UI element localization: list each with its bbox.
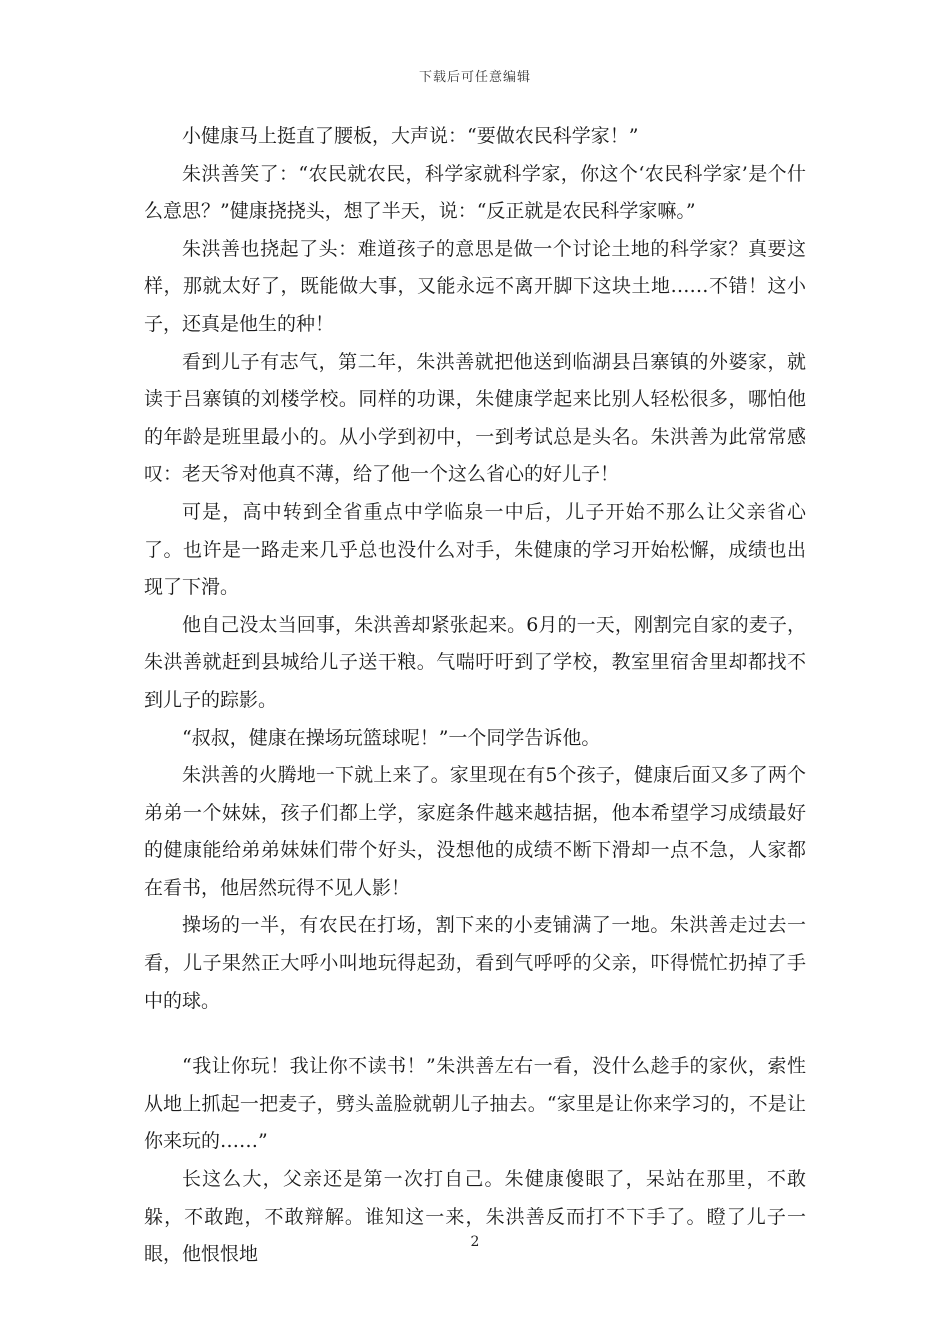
- paragraph: “我让你玩！我让你不读书！”朱洪善左右一看，没什么趁手的家伙，索性从地上抓起一把麦子，劈头盖脸就朝儿子抽去。“家里是让你来学习的，不是让你来玩的……”: [144, 1055, 806, 1153]
- paragraph: 朱洪善笑了：“农民就农民，科学家就科学家，你这个‘农民科学家’是个什么意思？”健康挠挠头，想了半天，说：“反正就是农民科学家嘛。”: [144, 162, 806, 223]
- paragraph: 长这么大，父亲还是第一次打自己。朱健康傻眼了，呆站在那里，不敢躲，不敢跑，不敢辩解。谁知这一来，朱洪善反而打不下手了。瞪了儿子一眼，他恨恨地: [144, 1168, 806, 1266]
- document-body: [144, 118, 806, 1274]
- paragraph: 朱洪善的火腾地一下就上来了。家里现在有5个孩子，健康后面又多了两个弟弟一个妹妹，孩子们都上学，家庭条件越来越拮据，他本希望学习成绩最好的健康能给弟弟妹妹们带个好头，没想他的成绩不断下滑却一点不急，人家都在看书，他居然玩得不见人影！: [144, 764, 806, 899]
- paragraph: 他自己没太当回事，朱洪善却紧张起来。6月的一天，刚割完自家的麦子，朱洪善就赶到县城给儿子送干粮。气喘吁吁到了学校，教室里宿舍里却都找不到儿子的踪影。: [144, 613, 806, 711]
- paragraph: 朱洪善也挠起了头：难道孩子的意思是做一个讨论土地的科学家？真要这样，那就太好了，既能做大事，又能永远不离开脚下这块土地……不错！这小子，还真是他生的种！: [144, 237, 806, 335]
- paragraph: 操场的一半，有农民在打场，割下来的小麦铺满了一地。朱洪善走过去一看，儿子果然正大呼小叫地玩得起劲，看到气呼呼的父亲，吓得慌忙扔掉了手中的球。: [144, 914, 806, 1012]
- paragraph: 可是，高中转到全省重点中学临泉一中后，儿子开始不那么让父亲省心了。也许是一路走来几乎总也没什么对手，朱健康的学习开始松懈，成绩也出现了下滑。: [144, 500, 806, 599]
- paragraph: “叔叔，健康在操场玩篮球呢！”一个同学告诉他。: [182, 726, 601, 749]
- page-header: 下载后可任意编辑: [418, 70, 531, 85]
- paragraph: 小健康马上挺直了腰板，大声说：“要做农民科学家！”: [182, 125, 639, 147]
- page-number: 2: [470, 1234, 480, 1250]
- paragraph: 看到儿子有志气，第二年，朱洪善就把他送到临湖县吕寨镇的外婆家，就读于吕寨镇的刘楼学校。同样的功课，朱健康学起来比别人轻松很多，哪怕他的年龄是班里最小的。从小学到初中，一到考试总是头名。朱洪善为此常常感叹：老天爷对他真不薄，给了他一个这么省心的好儿子！: [144, 350, 806, 486]
